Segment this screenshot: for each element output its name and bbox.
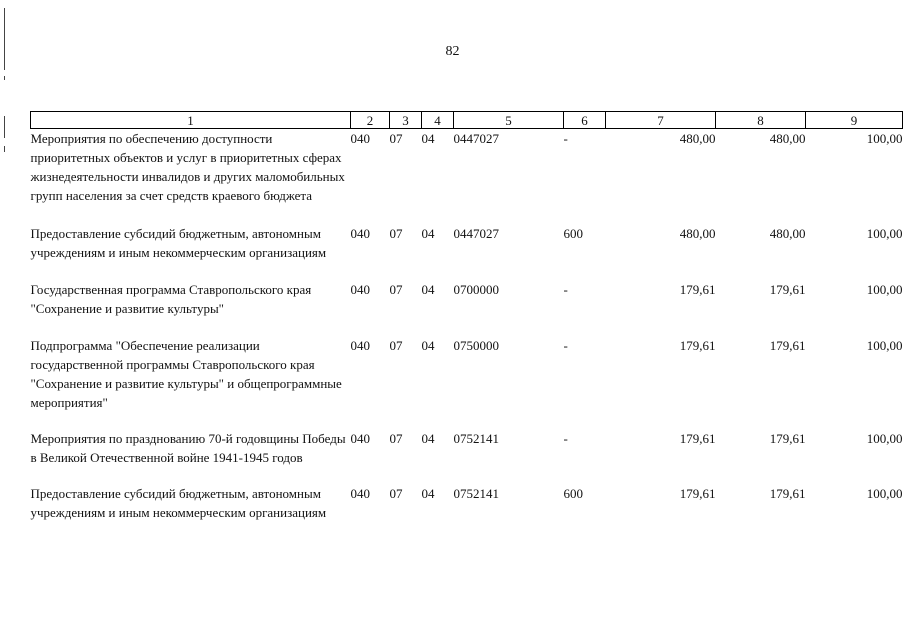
cell-value-7: 480,00 xyxy=(679,225,716,241)
table-row xyxy=(31,429,903,484)
cell-value-8: 179,61 xyxy=(769,281,806,297)
cell-value-9: 100,00 xyxy=(866,225,903,241)
row-name: Государственная программа Ставропольского края "Сохранение и развитие культуры" xyxy=(30,281,312,316)
cell-subsection-code: 04 xyxy=(421,430,435,446)
cell-expense-type: - xyxy=(563,131,568,146)
header-row xyxy=(31,112,903,129)
column-header: 7 xyxy=(606,112,716,129)
column-header: 8 xyxy=(716,112,806,129)
cell-value-7: 179,61 xyxy=(679,485,716,501)
cell-value-8: 179,61 xyxy=(769,337,806,353)
column-header: 3 xyxy=(390,112,422,129)
cell-expense-type: 600 xyxy=(563,485,583,501)
cell-value-9: 100,00 xyxy=(866,131,903,146)
budget-table xyxy=(30,111,903,544)
cell-value-7: 179,61 xyxy=(679,337,716,353)
table-row xyxy=(31,336,903,429)
table-row xyxy=(31,129,903,224)
cell-ministry-code: 040 xyxy=(350,485,370,501)
cell-expense-type: - xyxy=(563,337,568,353)
cell-target-code: 0700000 xyxy=(453,281,499,297)
column-header: 6 xyxy=(564,112,606,129)
cell-target-code: 0447027 xyxy=(453,131,499,146)
cell-target-code: 0752141 xyxy=(453,430,499,446)
row-name: Подпрограмма "Обеспечение реализации государственной программы Ставропольского края "Сохранение и развитие культуры" и общепрограммные мероприятия" xyxy=(30,337,342,410)
table-row xyxy=(31,280,903,336)
cell-section-code: 07 xyxy=(389,430,403,446)
scan-edge-mark xyxy=(4,116,5,138)
cell-value-8: 480,00 xyxy=(769,225,806,241)
cell-value-7: 179,61 xyxy=(679,281,716,297)
row-name: Предоставление субсидий бюджетным, автономным учреждениям и иным некоммерческим организациям xyxy=(30,485,327,520)
cell-value-8: 179,61 xyxy=(769,430,806,446)
page-number: 82 xyxy=(445,44,460,59)
cell-ministry-code: 040 xyxy=(350,131,370,146)
cell-value-7: 480,00 xyxy=(679,131,716,146)
column-header: 2 xyxy=(351,112,390,129)
column-header: 1 xyxy=(31,112,351,129)
cell-subsection-code: 04 xyxy=(421,281,435,297)
cell-section-code: 07 xyxy=(389,225,403,241)
cell-subsection-code: 04 xyxy=(421,485,435,501)
cell-target-code: 0447027 xyxy=(453,225,499,241)
cell-value-8: 179,61 xyxy=(769,485,806,501)
cell-section-code: 07 xyxy=(389,337,403,353)
column-header: 4 xyxy=(422,112,454,129)
cell-expense-type: - xyxy=(563,281,568,297)
scan-edge-mark xyxy=(4,8,5,70)
cell-section-code: 07 xyxy=(389,131,403,146)
table-row xyxy=(31,224,903,280)
cell-value-8: 480,00 xyxy=(769,131,806,146)
cell-value-7: 179,61 xyxy=(679,430,716,446)
cell-value-9: 100,00 xyxy=(866,337,903,353)
table-row xyxy=(31,484,903,544)
column-header: 9 xyxy=(806,112,903,129)
cell-ministry-code: 040 xyxy=(350,281,370,297)
cell-value-9: 100,00 xyxy=(866,485,903,501)
scan-edge-mark xyxy=(4,146,5,152)
row-name: Мероприятия по празднованию 70-й годовщины Победы в Великой Отечественной войне 1941-1945 годов xyxy=(30,430,346,465)
cell-value-9: 100,00 xyxy=(866,430,903,446)
column-header: 5 xyxy=(454,112,564,129)
cell-ministry-code: 040 xyxy=(350,225,370,241)
cell-expense-type: - xyxy=(563,430,568,446)
cell-subsection-code: 04 xyxy=(421,337,435,353)
row-name: Предоставление субсидий бюджетным, автономным учреждениям и иным некоммерческим организациям xyxy=(30,225,327,260)
cell-section-code: 07 xyxy=(389,281,403,297)
cell-section-code: 07 xyxy=(389,485,403,501)
scan-edge-mark xyxy=(4,76,5,80)
cell-ministry-code: 040 xyxy=(350,337,370,353)
cell-target-code: 0752141 xyxy=(453,485,499,501)
cell-expense-type: 600 xyxy=(563,225,583,241)
cell-subsection-code: 04 xyxy=(421,225,435,241)
cell-subsection-code: 04 xyxy=(421,131,435,146)
cell-value-9: 100,00 xyxy=(866,281,903,297)
row-name: Мероприятия по обеспечению доступности приоритетных объектов и услуг в приоритетных сферах жизнедеятельности инвалидов и других маломобильных групп населения за счет средств краевого бюджета xyxy=(30,131,345,203)
cell-ministry-code: 040 xyxy=(350,430,370,446)
cell-target-code: 0750000 xyxy=(453,337,499,353)
